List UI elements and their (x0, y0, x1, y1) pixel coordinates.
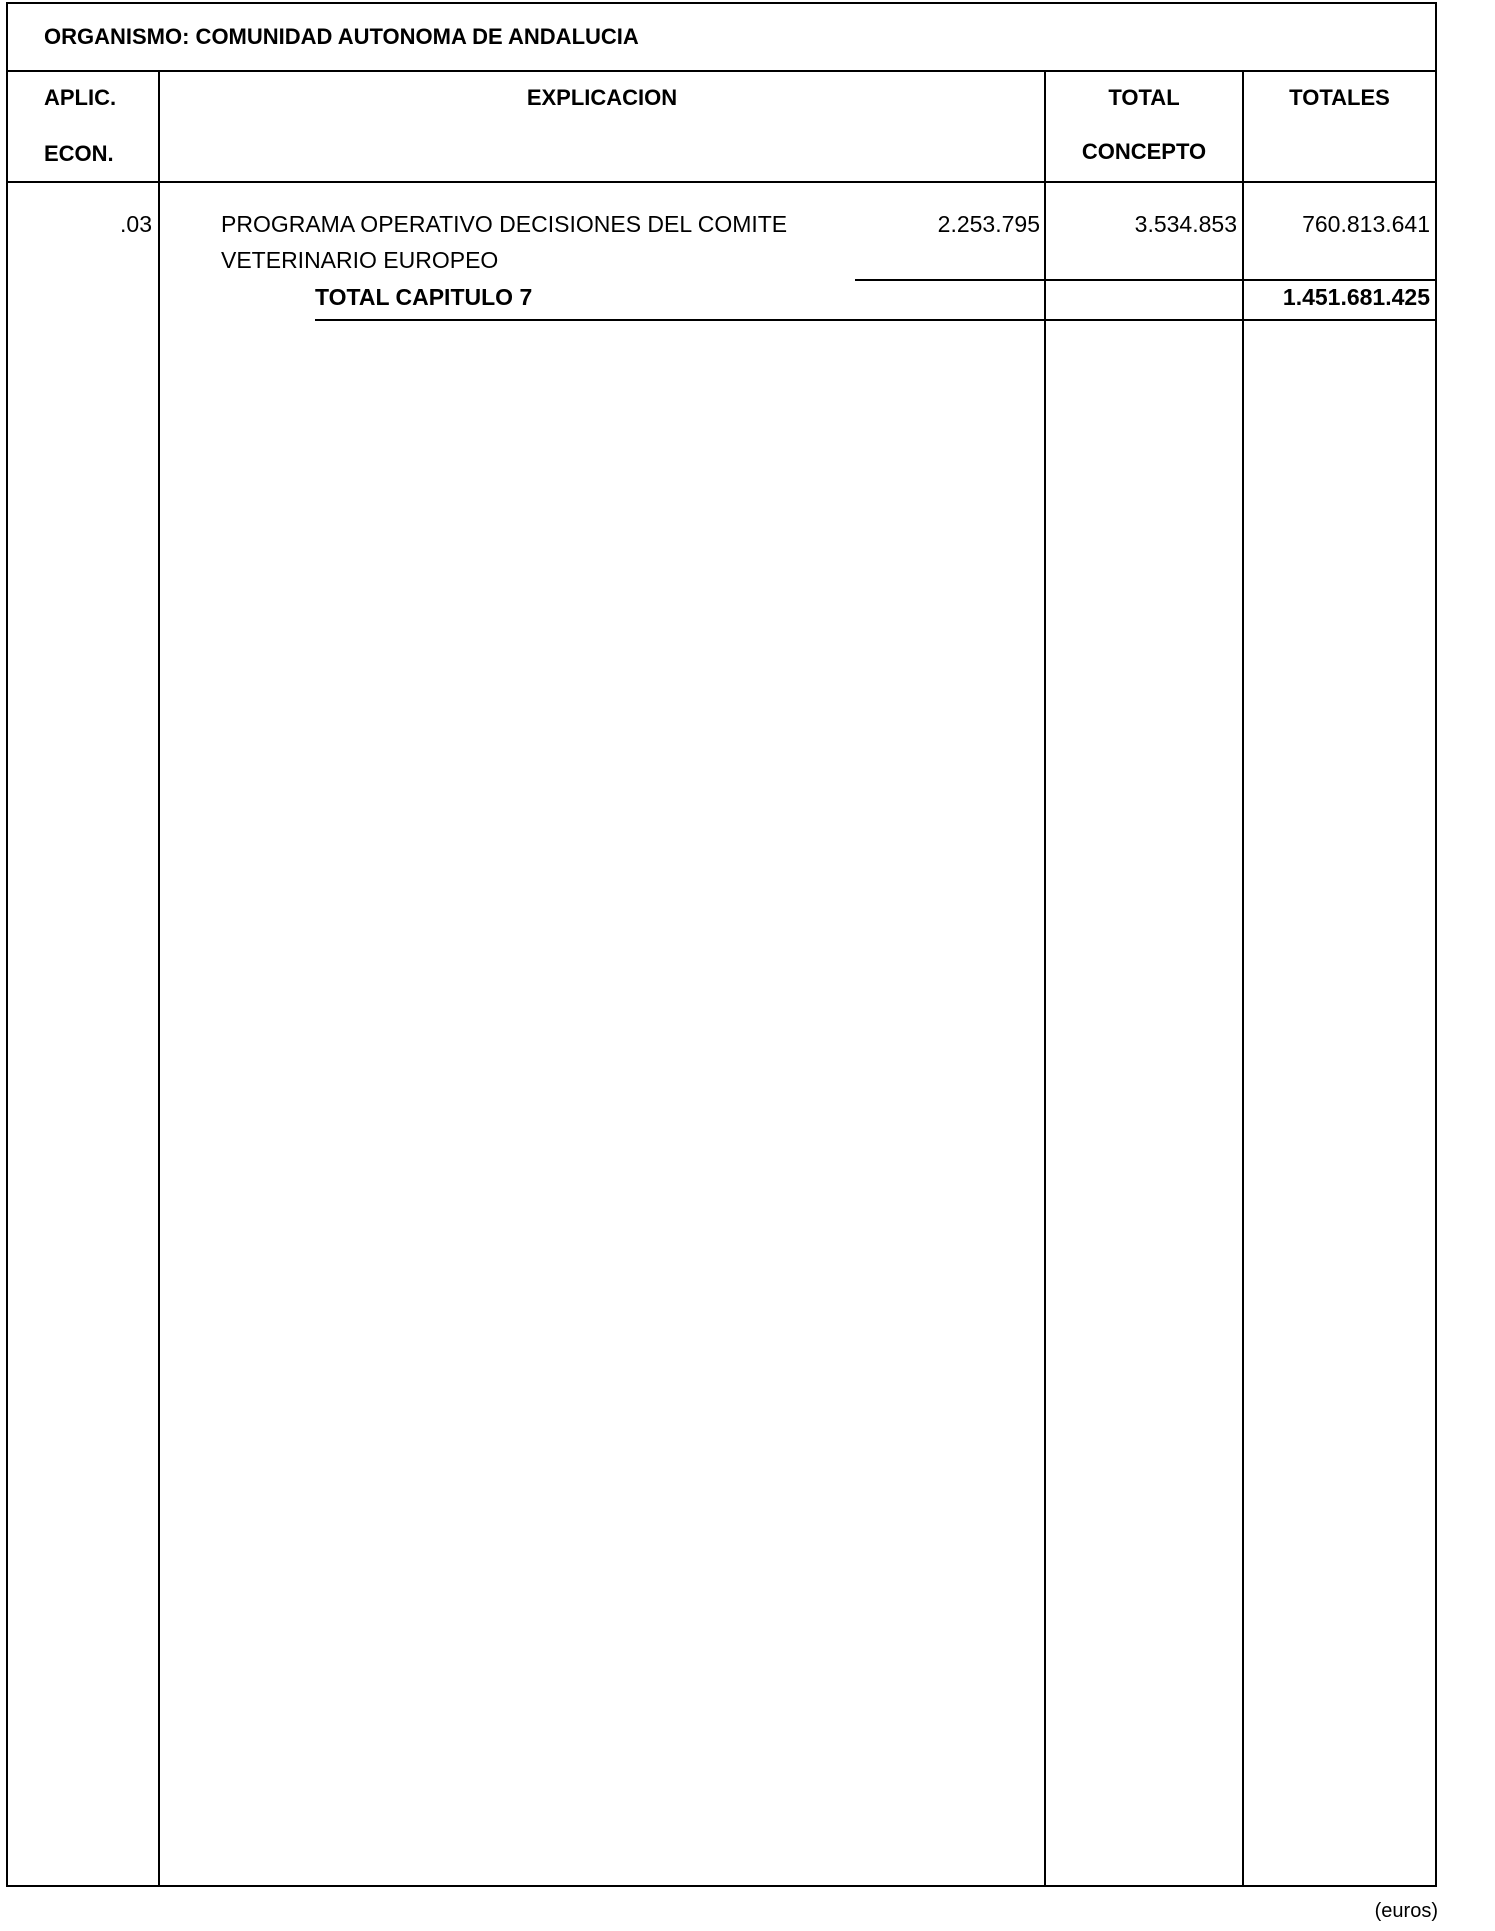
total-capitulo-rule (315, 319, 1437, 321)
row-code: .03 (120, 211, 152, 237)
col-divider-total-concepto (1242, 70, 1244, 1887)
col-header-total: TOTAL (1108, 85, 1180, 110)
col-header-econ: ECON. (44, 141, 114, 166)
budget-table-frame (6, 2, 1437, 1887)
col-divider-aplic (158, 70, 160, 1887)
row-total-concepto: 3.534.853 (1134, 211, 1237, 237)
col-header-explicacion: EXPLICACION (526, 85, 678, 110)
row-description-line1: PROGRAMA OPERATIVO DECISIONES DEL COMITE (221, 211, 788, 237)
total-capitulo-value: 1.451.681.425 (1282, 284, 1430, 310)
subtotal-rule (855, 279, 1437, 281)
total-capitulo-label: TOTAL CAPITULO 7 (315, 284, 533, 310)
header-divider (6, 70, 1437, 72)
organismo-title: ORGANISMO: COMUNIDAD AUTONOMA DE ANDALUCIA (44, 24, 639, 49)
column-header-divider (6, 181, 1437, 183)
row-description-line2: VETERINARIO EUROPEO (221, 247, 499, 273)
row-totales: 760.813.641 (1302, 211, 1430, 237)
col-divider-explicacion (1044, 70, 1046, 1887)
col-header-concepto: CONCEPTO (1081, 139, 1207, 164)
col-header-totales: TOTALES (1289, 85, 1390, 110)
col-header-aplic: APLIC. (44, 85, 117, 110)
row-amount: 2.253.795 (937, 211, 1040, 237)
units-note: (euros) (1374, 1900, 1438, 1922)
